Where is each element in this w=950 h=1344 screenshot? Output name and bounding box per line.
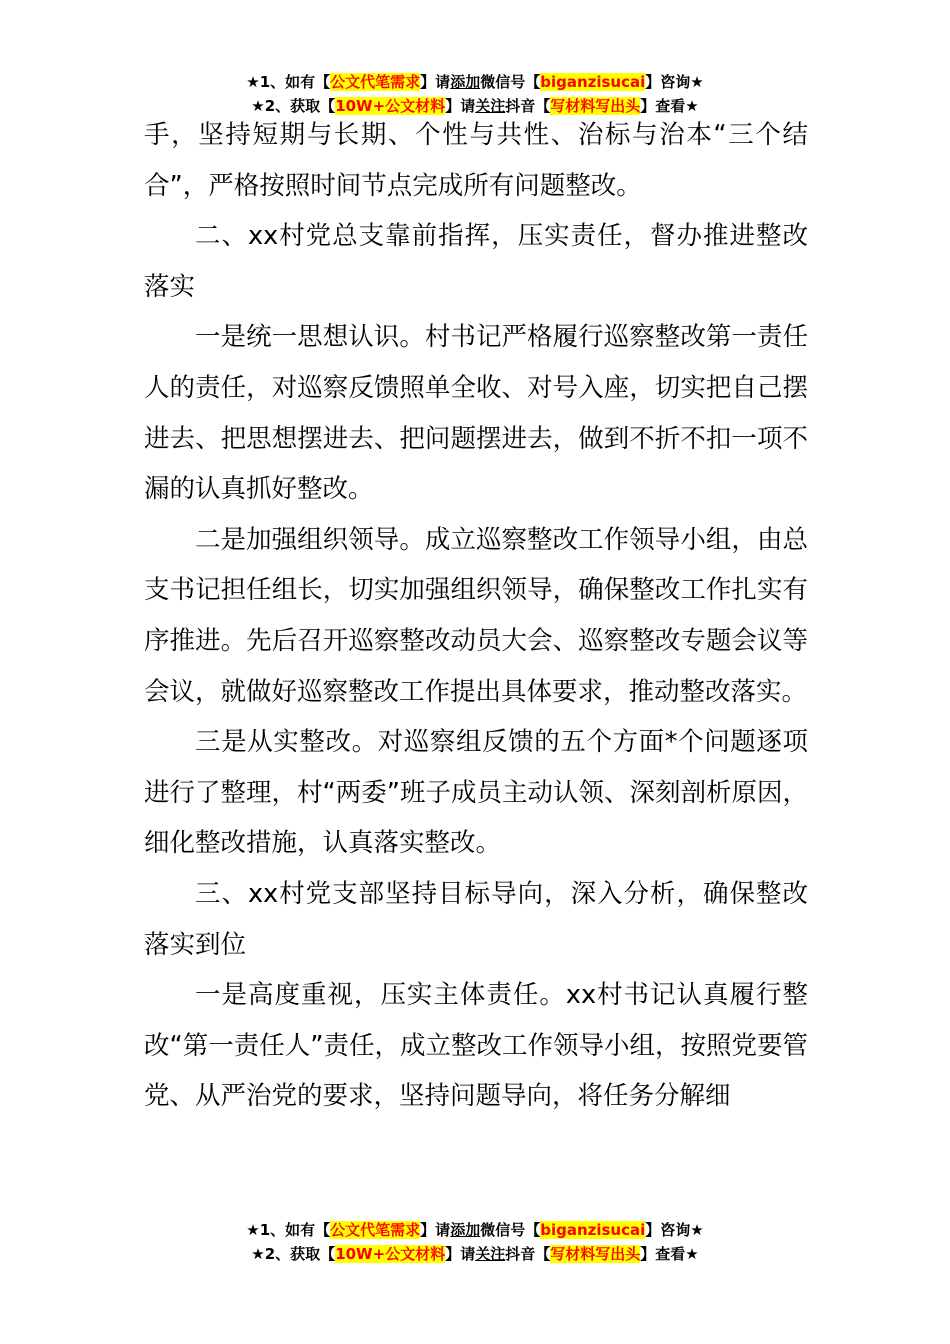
- banner-line-1: ★1、如有【公文代笔需求】请添加微信号【biganzisucai】咨询★: [246, 1221, 704, 1239]
- highlight-wechat-id: biganzisucai: [540, 1221, 646, 1239]
- bottom-banner: [0, 1218, 950, 1266]
- highlight-service: 公文代笔需求: [330, 73, 421, 91]
- section-heading-2: 二、xx村党总支靠前指挥，压实责任，督办推进整改落实: [144, 221, 808, 302]
- banner-line-2: ★2、获取【10W+公文材料】请关注抖音【写材料写出头】查看★: [251, 1245, 699, 1263]
- paragraph-unify-thinking: 一是统一思想认识。村书记严格履行巡察整改第一责任人的责任，对巡察反馈照单全收、对号入座，切实把自己摆进去、把思想摆进去、把问题摆进去，做到不折不扣一项不漏的认真抓好整改。: [144, 322, 808, 505]
- paragraph-practical-rectification: 三是从实整改。对巡察组反馈的五个方面*个问题逐项进行了整理，村“两委”班子成员主动认领、深刻剖析原因，细化整改措施，认真落实整改。: [144, 727, 808, 859]
- document-body: [144, 110, 808, 1122]
- highlight-wechat-id: biganzisucai: [540, 73, 646, 91]
- highlight-materials: 10W+公文材料: [335, 1245, 446, 1263]
- banner-line-2: ★2、获取【10W+公文材料】请关注抖音【写材料写出头】查看★: [251, 97, 699, 115]
- banner-line-1: ★1、如有【公文代笔需求】请添加微信号【biganzisucai】咨询★: [246, 73, 704, 91]
- paragraph-high-attention: 一是高度重视，压实主体责任。xx村书记认真履行整改“第一责任人”责任，成立整改工作领导小组，按照党要管党、从严治党的要求，坚持问题导向，将任务分解细: [144, 980, 808, 1112]
- highlight-materials: 10W+公文材料: [335, 97, 446, 115]
- highlight-service: 公文代笔需求: [330, 1221, 421, 1239]
- paragraph-organization-leadership: 二是加强组织领导。成立巡察整改工作领导小组，由总支书记担任组长，切实加强组织领导，确保整改工作扎实有序推进。先后召开巡察整改动员大会、巡察整改专题会议等会议，就做好巡察整改工作提出具体要求，推动整改落实。: [144, 524, 808, 707]
- highlight-douyin-id: 写材料写出头: [550, 97, 641, 115]
- highlight-douyin-id: 写材料写出头: [550, 1245, 641, 1263]
- section-heading-3: 三、xx村党支部坚持目标导向，深入分析，确保整改落实到位: [144, 878, 808, 960]
- paragraph-continuation: 手，坚持短期与长期、个性与共性、治标与治本“三个结合”，严格按照时间节点完成所有问题整改。: [144, 120, 808, 201]
